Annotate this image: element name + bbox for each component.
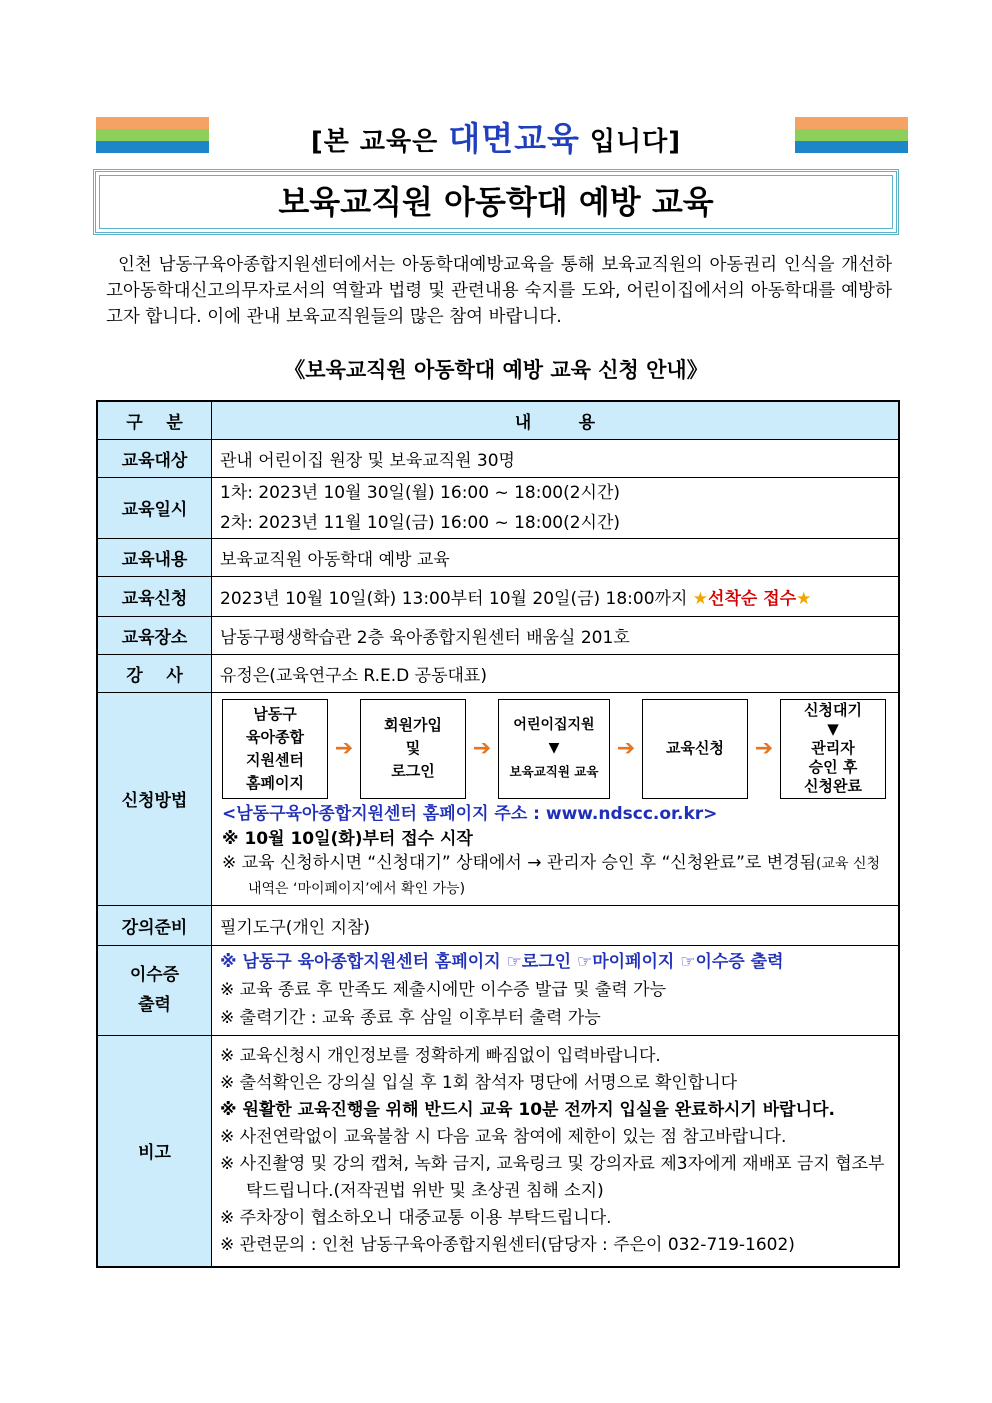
- prep-label: 강의준비: [97, 905, 212, 945]
- remark-item: ※ 사전연락없이 교육불참 시 다음 교육 참여에 제한이 있는 점 참고바랍니다.: [220, 1126, 787, 1147]
- remark-item: ※ 관련문의 : 인천 남동구육아종합지원센터(담당자 : 주은이 032-719-1602): [220, 1234, 795, 1255]
- table-row-prep: [97, 905, 899, 945]
- table-row-content: [97, 538, 899, 576]
- homepage-link[interactable]: <남동구육아종합지원센터 홈페이지 주소 : www.ndscc.or.kr>: [222, 803, 718, 824]
- place-label: 교육장소: [97, 616, 212, 654]
- apply-note: 선착순 접수: [708, 588, 797, 609]
- header-label: 구 분: [97, 401, 212, 439]
- lecturer-label: 강 사: [97, 654, 212, 692]
- table-row-remarks: [97, 1035, 899, 1267]
- table-row-target: [97, 439, 899, 477]
- application-flow: [222, 695, 892, 799]
- certificate-line-2: ※ 교육 종료 후 만족도 제출시에만 이수증 발급 및 출력 가능: [220, 980, 666, 1000]
- lecturer-value: 유정은(교육연구소 R.E.D 공동대표): [212, 654, 900, 692]
- banner-highlight: 대면교육: [448, 119, 580, 158]
- info-table: [96, 400, 900, 1268]
- place-value: 남동구평생학습관 2층 육아종합지원센터 배움실 201호: [212, 616, 900, 654]
- star-icon: ★: [796, 588, 812, 609]
- flow-step-homepage: 남동구 육아종합 지원센터 홈페이지: [222, 699, 328, 799]
- header-content: 내 용: [212, 401, 900, 439]
- page-title: 보육교직원 아동학대 예방 교육: [278, 183, 714, 221]
- star-icon: ★: [692, 588, 709, 609]
- table-header-row: [97, 401, 899, 439]
- method-note-start: ※ 10월 10일(화)부터 접수 시작: [222, 828, 473, 849]
- certificate-label: [97, 945, 212, 1035]
- remark-item: ※ 출석확인은 강의실 입실 후 1회 참석자 명단에 서명으로 확인합니다: [220, 1072, 738, 1093]
- certificate-line-3: ※ 출력기간 : 교육 종료 후 삼일 이후부터 출력 가능: [220, 1008, 601, 1028]
- triangle-down-icon: ▼: [827, 720, 839, 738]
- flow-step-login: 회원가입 및 로그인: [360, 699, 466, 799]
- section-subtitle: 《보육교직원 아동학대 예방 교육 신청 안내》: [284, 358, 708, 382]
- flow-step-daycare-support: [498, 699, 610, 799]
- flow-step-waiting-bottom: 관리자 승인 후 신청완료: [804, 739, 862, 795]
- apply-label: 교육신청: [97, 576, 212, 616]
- remark-item-important: ※ 원활한 교육진행을 위해 반드시 교육 10분 전까지 입실을 완료하시기 바랍니다.: [220, 1099, 835, 1120]
- remark-item: ※ 교육신청시 개인정보를 정확하게 빠짐없이 입력바랍니다.: [220, 1045, 661, 1066]
- content-label: 교육내용: [97, 538, 212, 576]
- method-note-status-text: ※ 교육 신청하시면 “신청대기” 상태에서 → 관리자 승인 후 “신청완료”로 변경됨: [222, 852, 816, 873]
- certificate-line-1: ※ 남동구 육아종합지원센터 홈페이지 ☞로그인 ☞마이페이지 ☞이수증 출력: [220, 952, 784, 972]
- flow-step-waiting: [780, 699, 886, 799]
- flow-step-waiting-top: 신청대기: [804, 701, 862, 719]
- apply-value: 2023년 10월 10일(화) 13:00부터 10월 20일(금) 18:00까지: [220, 588, 693, 609]
- remarks-label: 비고: [97, 1035, 212, 1267]
- remark-item: ※ 주차장이 협소하오니 대중교통 이용 부탁드립니다.: [220, 1207, 612, 1228]
- certificate-label-line2: 출력: [138, 995, 171, 1015]
- flow-step-daycare-bottom: 보육교직원 교육: [509, 764, 599, 779]
- date-label: 교육일시: [97, 477, 212, 538]
- intro-paragraph: 인천 남동구육아종합지원센터에서는 아동학대예방교육을 통해 보육교직원의 아동권리 인식을 개선하고아동학대신고의무자로서의 역할과 법령 및 관련내용 숙지를 도와, 어린이집에서의 아동학대를 예방하고자 합니다. 이에 관내 보육교직원들의 많은 참여 바랍니다.: [106, 255, 892, 327]
- flow-step-apply: 교육신청: [642, 699, 748, 799]
- arrow-right-icon: ➔: [472, 736, 492, 761]
- banner-prefix: [본 교육은: [310, 127, 449, 157]
- table-row-lecturer: [97, 654, 899, 692]
- flow-step-daycare-top: 어린이집지원: [513, 717, 595, 733]
- certificate-label-line1: 이수증: [129, 965, 180, 985]
- method-note-status: [222, 851, 892, 901]
- table-row-certificate: [97, 945, 899, 1035]
- remark-item: ※ 사진촬영 및 강의 캡쳐, 녹화 금지, 교육링크 및 강의자료 제3자에게 재배포 금지 협조부탁드립니다.(저작권법 위반 및 초상권 침해 소지): [220, 1153, 885, 1201]
- banner: [0, 113, 992, 160]
- arrow-right-icon: ➔: [754, 736, 774, 761]
- arrow-right-icon: ➔: [334, 736, 354, 761]
- content-value: 보육교직원 아동학대 예방 교육: [212, 538, 900, 576]
- table-row-apply: [97, 576, 899, 616]
- triangle-down-icon: ▼: [548, 740, 560, 756]
- prep-value: 필기도구(개인 지참): [212, 905, 900, 945]
- banner-suffix: 입니다]: [579, 127, 682, 157]
- title-box: [93, 169, 899, 235]
- table-row-date: [97, 477, 899, 538]
- table-row-method: [97, 692, 899, 905]
- date-second: 2차: 2023년 11월 10일(금) 16:00 ~ 18:00(2시간): [220, 512, 621, 533]
- date-first: 1차: 2023년 10월 30일(월) 16:00 ~ 18:00(2시간): [220, 482, 621, 503]
- method-label: 신청방법: [97, 692, 212, 905]
- table-row-place: [97, 616, 899, 654]
- target-value: 관내 어린이집 원장 및 보육교직원 30명: [212, 439, 900, 477]
- target-label: 교육대상: [97, 439, 212, 477]
- arrow-right-icon: ➔: [616, 736, 636, 761]
- method-note-status-small: (교육 신청내역은 ‘마이페이지’에서 확인 가능): [248, 855, 881, 897]
